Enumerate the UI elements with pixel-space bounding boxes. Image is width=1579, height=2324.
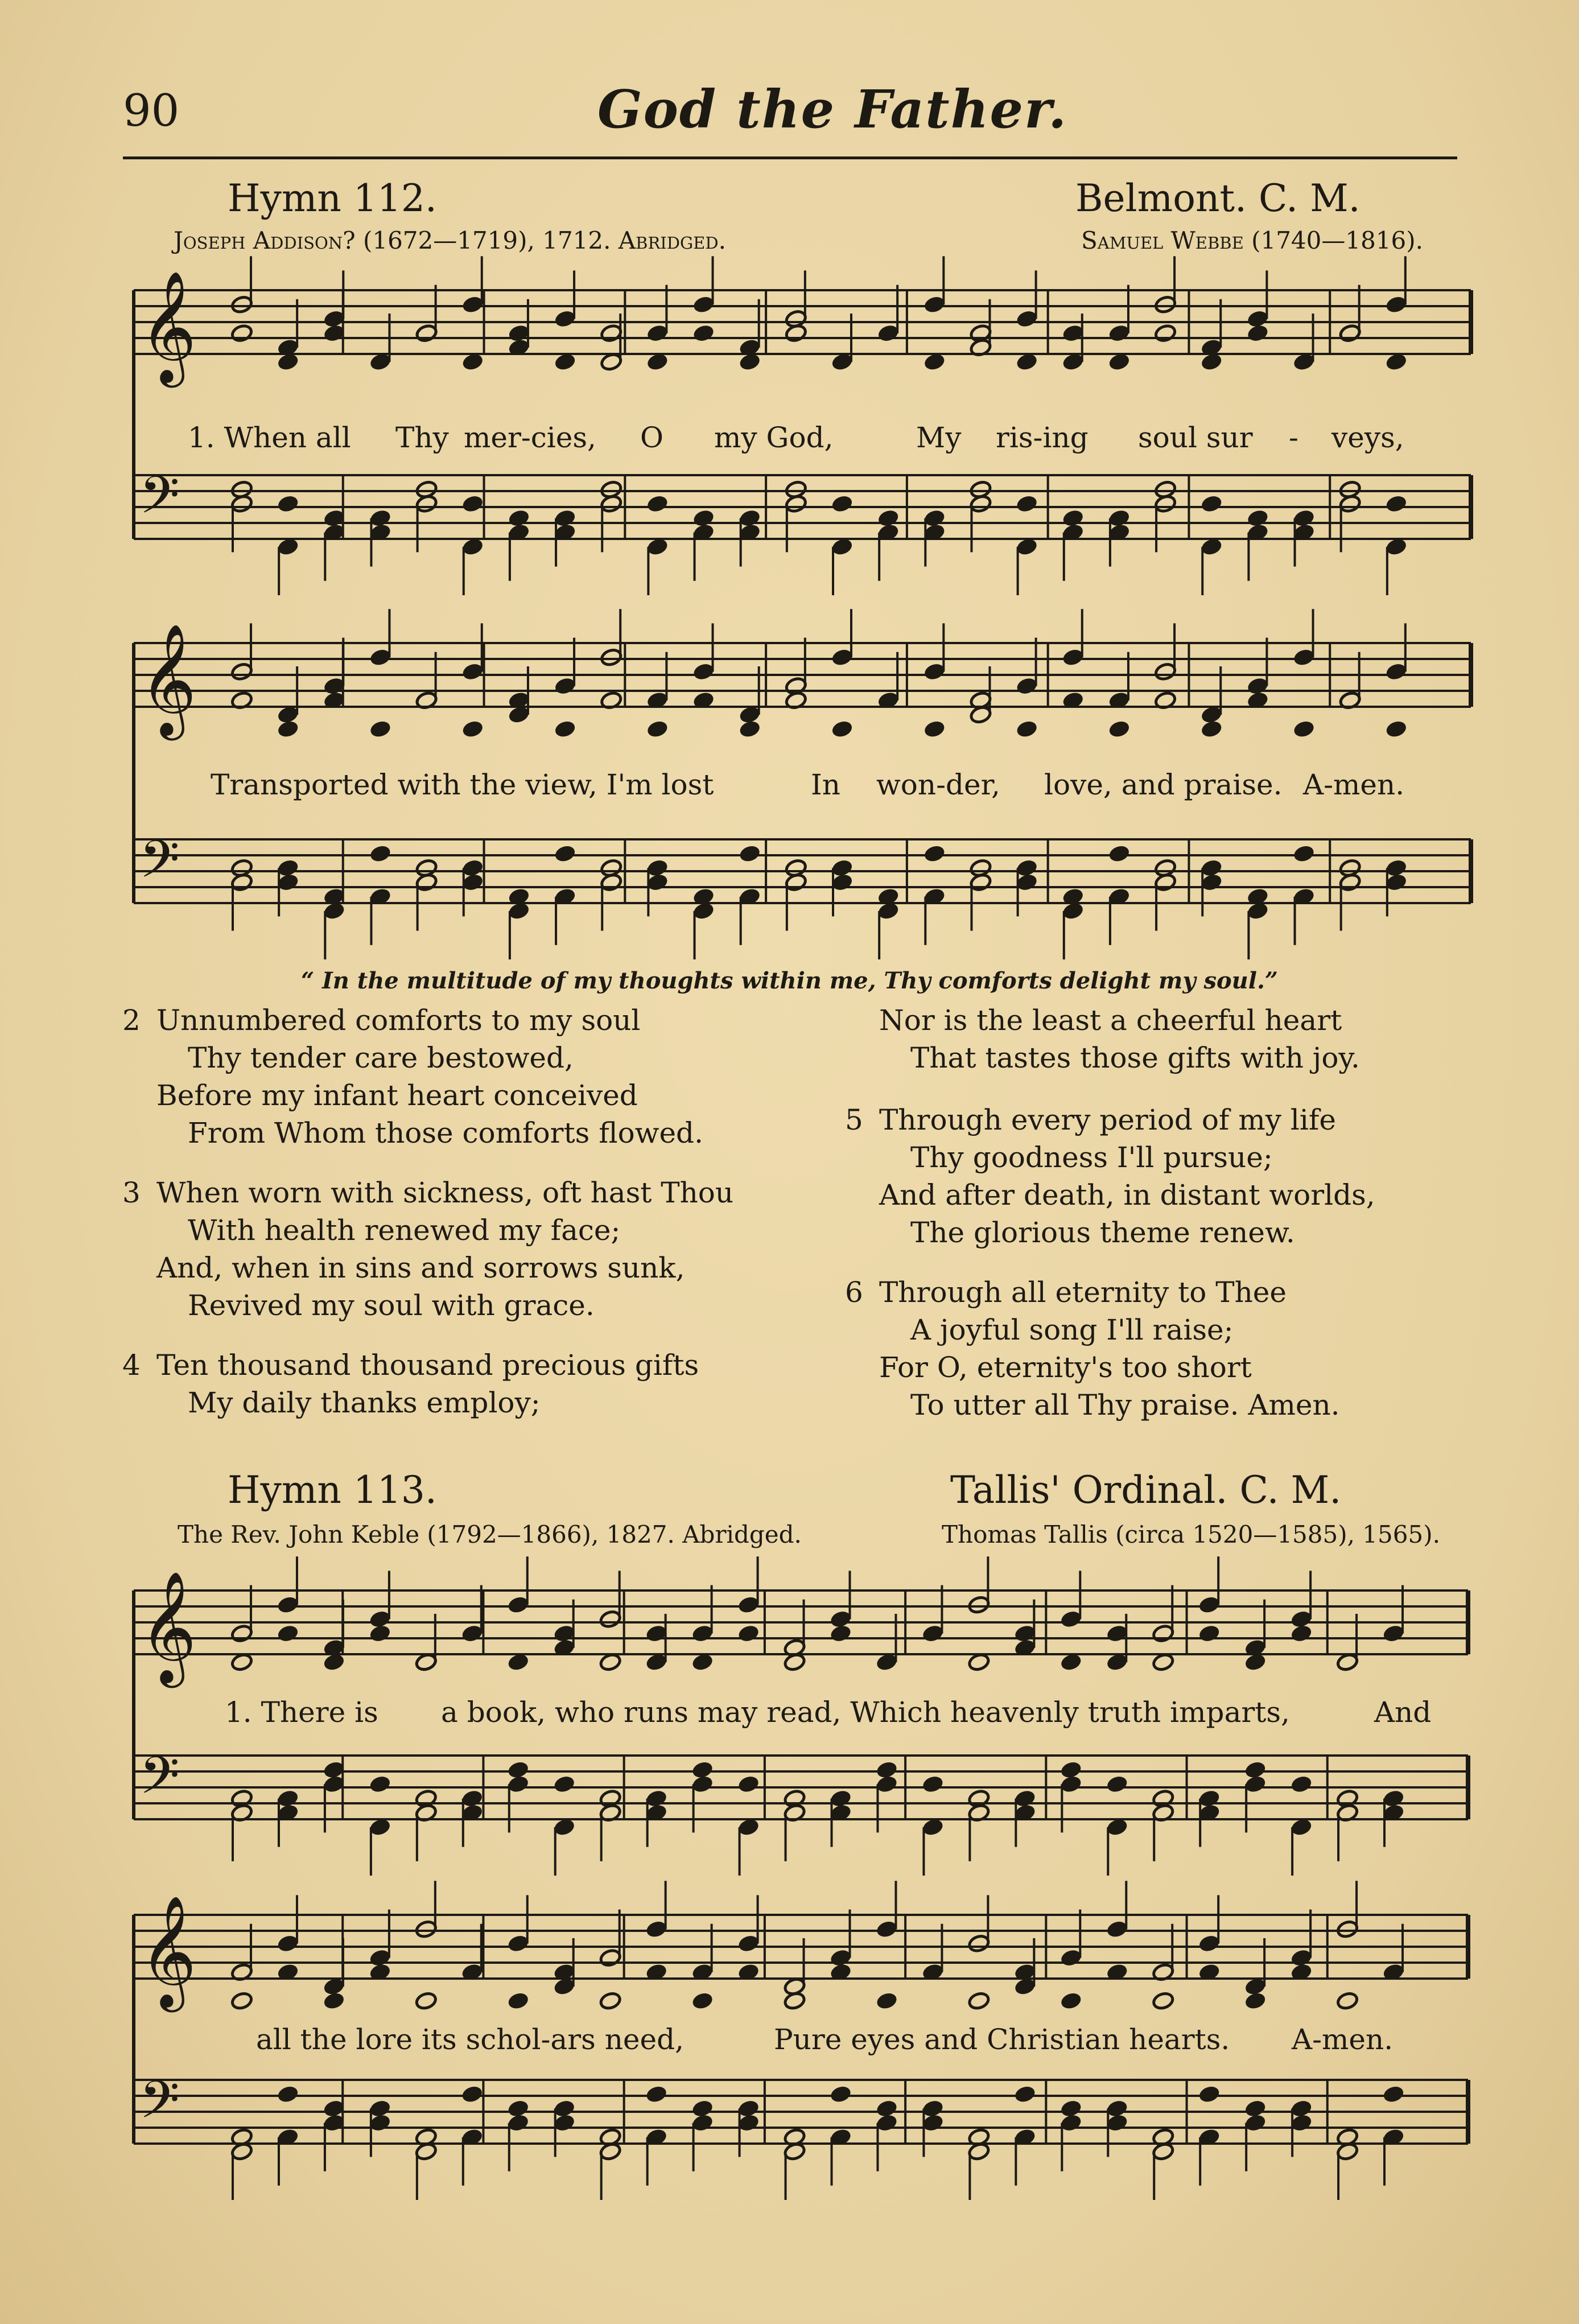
note-head	[691, 1991, 714, 2010]
note-head	[1385, 719, 1408, 739]
note-head	[1108, 352, 1131, 372]
note-head	[1292, 844, 1315, 863]
verse-line: When worn with sickness, oft hast Thou	[156, 1176, 734, 1209]
lyric-word: Transported with the view, I'm lost	[211, 768, 714, 801]
note-head	[1200, 719, 1223, 739]
bass-clef-icon: 𝄢	[139, 829, 180, 902]
note-head	[1059, 1991, 1082, 2010]
verse-line: Before my infant heart conceived	[156, 1079, 638, 1112]
treble-clef-icon: 𝄞	[139, 1571, 197, 1683]
verse-2	[122, 1002, 703, 1152]
verse-number: 5	[845, 1103, 863, 1136]
verse-line: Revived my soul with grace.	[188, 1289, 595, 1322]
verse-line: The glorious theme renew.	[910, 1216, 1295, 1249]
note-head	[1244, 2099, 1267, 2118]
lyric-word: all the lore its schol-ars need,	[256, 2023, 684, 2056]
note-head	[1016, 494, 1038, 513]
note-head	[691, 1760, 714, 1779]
note-head	[461, 719, 484, 739]
treble-clef-icon: 𝄞	[139, 1895, 197, 2008]
note-head	[1108, 719, 1131, 739]
note-head	[785, 324, 807, 343]
note-head	[277, 352, 299, 372]
treble-clef-icon: 𝄞	[139, 270, 197, 383]
verse-line: Ten thousand thousand precious gifts	[156, 1349, 699, 1382]
hymn-112-tune: Belmont. C. M.	[1075, 176, 1361, 220]
hymn-113-tune: Tallis' Ordinal. C. M.	[950, 1468, 1342, 1512]
hymn-112-title: Hymn 112.	[228, 176, 437, 220]
note-head	[554, 352, 576, 372]
lyric-word: 1. When all	[188, 421, 351, 454]
hymn-112-author: Joseph Addison? (1672—1719), 1712. Abridged.	[174, 226, 726, 254]
note-head	[277, 2084, 299, 2104]
epigraph: “ In the multitude of my thoughts within me, Thy comforts delight my soul.”	[301, 967, 1278, 994]
verse-3	[122, 1174, 734, 1324]
note-head	[1246, 324, 1269, 343]
verse-line: For O, eternity's too short	[879, 1351, 1252, 1384]
note-head	[646, 352, 669, 372]
note-head	[739, 352, 761, 372]
note-head	[967, 1991, 990, 2010]
note-head	[923, 719, 946, 739]
bass-clef-icon: 𝄢	[139, 1745, 180, 1818]
lyric-word: a book, who runs may read, Which heavenly truth imparts,	[441, 1696, 1290, 1729]
lyric-word: A-men.	[1292, 2023, 1394, 2056]
lyric-word: won-der,	[876, 768, 1000, 801]
verse-line: And after death, in distant worlds,	[879, 1179, 1375, 1212]
verse-line: Through all eternity to Thee	[879, 1276, 1287, 1309]
lyric-word: veys,	[1331, 421, 1404, 454]
note-head	[507, 1653, 530, 1672]
lyric-word: -	[1289, 421, 1298, 454]
hymn-112-composer: Samuel Webbe (1740—1816).	[1081, 226, 1424, 254]
note-head	[599, 1653, 622, 1672]
note-head	[1062, 509, 1085, 528]
note-head	[921, 1774, 944, 1794]
note-head	[1200, 352, 1223, 372]
lyric-word: love, and praise.	[1044, 768, 1283, 801]
note-head	[875, 1760, 898, 1779]
section-title: God the Father.	[597, 79, 1068, 140]
note-head	[1198, 2084, 1221, 2104]
lyric-word: mer-cies,	[464, 421, 596, 454]
note-head	[875, 2099, 898, 2118]
note-head	[599, 1991, 622, 2010]
note-head	[831, 719, 854, 739]
note-head	[1152, 1991, 1174, 2010]
note-head	[1244, 1653, 1267, 1672]
verse-number: 3	[122, 1176, 141, 1209]
note-head	[507, 1991, 530, 2010]
note-head	[739, 719, 761, 739]
note-head	[831, 494, 854, 513]
note-head	[415, 1991, 438, 2010]
page-number: 90	[123, 85, 180, 137]
note-head	[369, 719, 391, 739]
note-head	[461, 352, 484, 372]
note-head	[323, 1991, 345, 2010]
verse-line: That tastes those gifts with joy.	[910, 1041, 1360, 1074]
note-head	[737, 1624, 760, 1643]
note-head	[783, 1653, 806, 1672]
verse-4-continued	[879, 1002, 1360, 1077]
treble-clef-icon: 𝄞	[139, 623, 197, 736]
note-head	[829, 1624, 852, 1643]
note-head	[554, 844, 576, 863]
note-head	[461, 2084, 484, 2104]
verse-4	[122, 1346, 699, 1421]
note-head	[277, 494, 299, 513]
hymn-113-title: Hymn 113.	[228, 1468, 437, 1512]
note-head	[783, 1991, 806, 2010]
note-head	[1290, 1774, 1313, 1794]
note-head	[230, 1653, 253, 1672]
note-head	[553, 1774, 576, 1794]
note-head	[692, 324, 715, 343]
verse-number: 6	[845, 1276, 863, 1309]
note-head	[1290, 1624, 1313, 1643]
note-head	[369, 844, 391, 863]
note-head	[691, 2099, 714, 2118]
note-head	[737, 1774, 760, 1794]
lyric-word: ris-ing	[996, 421, 1089, 454]
note-head	[1200, 494, 1223, 513]
note-head	[1059, 1653, 1082, 1672]
note-head	[1016, 719, 1038, 739]
note-head	[1059, 1760, 1082, 1779]
verse-line: Nor is the least a cheerful heart	[879, 1004, 1342, 1037]
lyric-word: A-men.	[1303, 768, 1405, 801]
note-head	[967, 1653, 990, 1672]
note-head	[277, 719, 299, 739]
note-head	[461, 494, 484, 513]
verse-line: Through every period of my life	[879, 1103, 1336, 1136]
note-head	[829, 2084, 852, 2104]
note-head	[1108, 844, 1131, 863]
verse-line: My daily thanks employ;	[188, 1386, 541, 1419]
note-head	[1244, 1991, 1267, 2010]
note-head	[507, 1760, 530, 1779]
note-head	[1382, 2084, 1405, 2104]
note-head	[645, 2084, 668, 2104]
note-head	[1013, 2084, 1036, 2104]
note-head	[1385, 494, 1408, 513]
bass-clef-icon: 𝄢	[139, 465, 180, 538]
note-head	[369, 1774, 391, 1794]
note-head	[692, 509, 715, 528]
note-head	[230, 324, 253, 343]
verse-line: A joyful song I'll raise;	[910, 1313, 1234, 1346]
verse-line: Thy tender care bestowed,	[188, 1041, 574, 1074]
note-head	[230, 1991, 253, 2010]
note-head	[277, 1624, 299, 1643]
note-head	[1154, 324, 1177, 343]
note-head	[1336, 1991, 1359, 2010]
verse-number: 2	[122, 1004, 141, 1037]
lyric-word: And	[1374, 1696, 1432, 1729]
hymn-113-author: The Rev. John Keble (1792—1866), 1827. Abridged.	[178, 1521, 802, 1548]
note-head	[877, 509, 900, 528]
lyric-word: 1. There is	[225, 1696, 378, 1729]
lyric-word: soul sur	[1138, 421, 1253, 454]
lyric-word: Thy	[395, 421, 449, 454]
note-head	[1106, 1774, 1128, 1794]
note-head	[1016, 352, 1038, 372]
note-head	[646, 719, 669, 739]
lyric-word: Pure eyes and Christian hearts.	[774, 2023, 1230, 2056]
note-head	[646, 494, 669, 513]
verse-number: 4	[122, 1349, 141, 1382]
verse-line: To utter all Thy praise. Amen.	[910, 1388, 1340, 1421]
verse-line: From Whom those comforts flowed.	[188, 1116, 703, 1149]
note-head	[875, 1991, 898, 2010]
verse-line: Thy goodness I'll pursue;	[910, 1141, 1273, 1174]
lyric-word: My	[916, 421, 962, 454]
verse-6	[845, 1274, 1340, 1424]
note-head	[507, 2099, 530, 2118]
note-head	[323, 1653, 345, 1672]
note-head	[1152, 1653, 1174, 1672]
note-head	[691, 1653, 714, 1672]
note-head	[739, 844, 761, 863]
verse-5	[845, 1101, 1375, 1251]
note-head	[923, 844, 946, 863]
note-head	[369, 1624, 391, 1643]
note-head	[1292, 719, 1315, 739]
verse-line: Unnumbered comforts to my soul	[156, 1004, 641, 1037]
note-head	[554, 719, 576, 739]
note-head	[508, 509, 530, 528]
note-head	[923, 352, 946, 372]
note-head	[1059, 2099, 1082, 2118]
lyric-word: my God,	[714, 421, 834, 454]
note-head	[1198, 1624, 1221, 1643]
bass-clef-icon: 𝄢	[139, 2070, 180, 2142]
verse-line: With health renewed my face;	[188, 1214, 621, 1247]
note-head	[1246, 509, 1269, 528]
lyric-word: In	[811, 768, 840, 801]
note-head	[1385, 352, 1408, 372]
verse-line: And, when in sins and sorrows sunk,	[156, 1251, 685, 1284]
note-head	[1244, 1760, 1267, 1779]
hymn-113-composer: Thomas Tallis (circa 1520—1585), 1565).	[942, 1521, 1440, 1548]
lyric-word: O	[640, 421, 663, 454]
